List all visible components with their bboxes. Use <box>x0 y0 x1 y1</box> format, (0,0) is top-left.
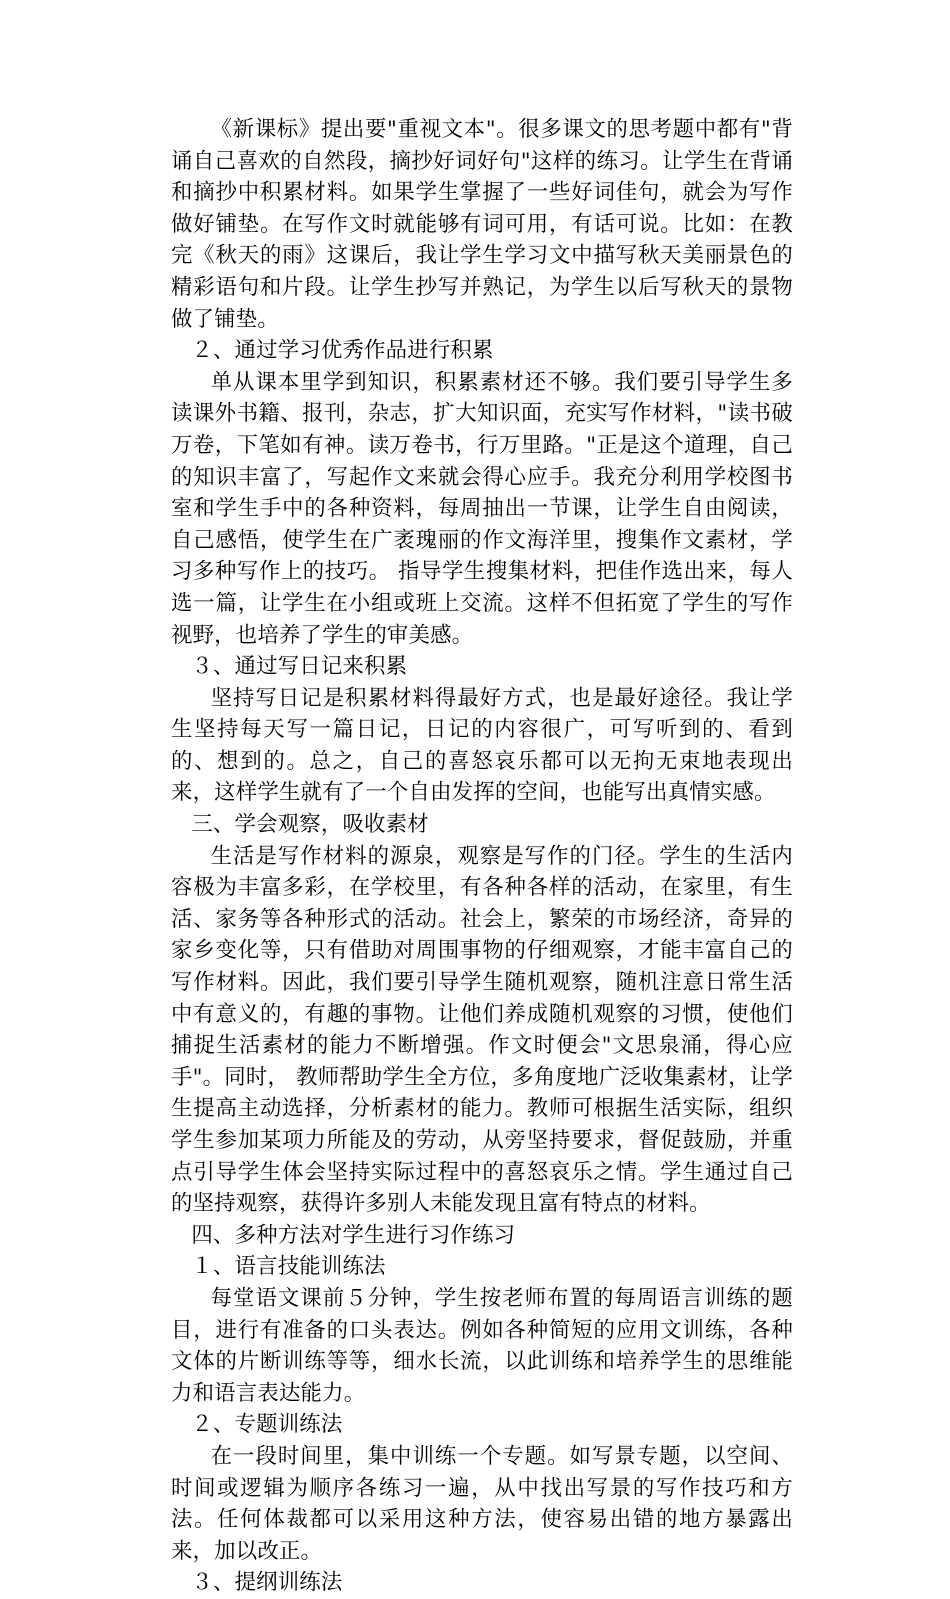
paragraph-topic-training: 在一段时间里，集中训练一个专题。如写景专题，以空间、时间或逻辑为顺序各练习一遍，从中找出写景的写作技巧和方法。任何体裁都可以采用这种方法，使容易出错的地方暴露出来，加以改正。 <box>171 1443 793 1564</box>
heading-topic-training: ２、专题训练法 <box>191 1412 343 1438</box>
paragraph-observation: 生活是写作材料的源泉，观察是写作的门径。学生的生活内容极为丰富多彩，在学校里，有各种各样的活动，在家里，有生活、家务等各种形式的活动。社会上，繁荣的市场经济，奇异的家乡变化等，只有借助对周围事物的仔细观察，才能丰富自己的写作材料。因此，我们要引导学生随机观察，随机注意日常生活中有意义的，有趣的事物。让他们养成随机观察的习惯，使他们捕捉生活素材的能力不断增强。作文时便会"文思泉涌，得心应手"。同时， 教师帮助学生全方位，多角度地广泛收集素材，让学生提高主动选择，分析素材的能力。教师可根据生活实际，组织学生参加某项力所能及的劳动，从旁坚持要求，督促鼓励，并重点引导学生体会坚持实际过程中的喜怒哀乐之情。学生通过自己的坚持观察，获得许多别人未能发现且富有特点的材料。 <box>171 843 793 1217</box>
paragraph-text-study-accumulation: 《新课标》提出要"重视文本"。很多课文的思考题中都有"背诵自己喜欢的自然段，摘抄好词好句"这样的练习。让学生在背诵和摘抄中积累材料。如果学生掌握了一些好词佳句，就会为写作做好铺垫。在写作文时就能够有词可用，有话可说。比如：在教完《秋天的雨》这课后，我让学生学习文中描写秋天美丽景色的精彩语句和片段。让学生抄写并熟记，为学生以后写秋天的景物做了铺垫。 <box>171 117 793 332</box>
paragraph-language-skills: 每堂语文课前５分钟，学生按老师布置的每周语言训练的题目，进行有准备的口头表达。例如各种简短的应用文训练，各种文体的片断训练等等，细水长流，以此训练和培养学生的思维能力和语言表达能力。 <box>171 1285 793 1406</box>
paragraph-extracurricular-reading: 单从课本里学到知识，积累素材还不够。我们要引导学生多读课外书籍、报刊，杂志，扩大知识面，充实写作材料，"读书破万卷，下笔如有神。读万卷书，行万里路。"正是这个道理，自己的知识丰富了，写起作文来就会得心应手。我充分利用学校图书室和学生手中的各种资料，每周抽出一节课，让学生自由阅读，自己感悟，使学生在广袤瑰丽的作文海洋里，搜集作文素材，学习多种写作上的技巧。 指导学生搜集材料，把佳作选出来，每人选一篇，让学生在小组或班上交流。这样不但拓宽了学生的写作视野，也培养了学生的审美感。 <box>171 369 793 648</box>
heading-diary: ３、通过写日记来积累 <box>191 654 408 680</box>
heading-language-skills: １、语言技能训练法 <box>191 1254 386 1280</box>
heading-observation: 三、学会观察，吸收素材 <box>191 812 429 838</box>
paragraph-diary: 坚持写日记是积累材料得最好方式，也是最好途径。我让学生坚持每天写一篇日记，日记的内容很广，可写听到的、看到的、想到的。总之，自己的喜怒哀乐都可以无拘无束地表现出来，这样学生就有了一个自由发挥的空间，也能写出真情实感。 <box>171 685 793 806</box>
document-page <box>171 114 793 1599</box>
heading-practice-methods: 四、多种方法对学生进行习作练习 <box>191 1222 516 1248</box>
heading-outline-training: ３、提纲训练法 <box>191 1570 343 1596</box>
heading-excellent-works: ２、通过学习优秀作品进行积累 <box>191 338 494 364</box>
